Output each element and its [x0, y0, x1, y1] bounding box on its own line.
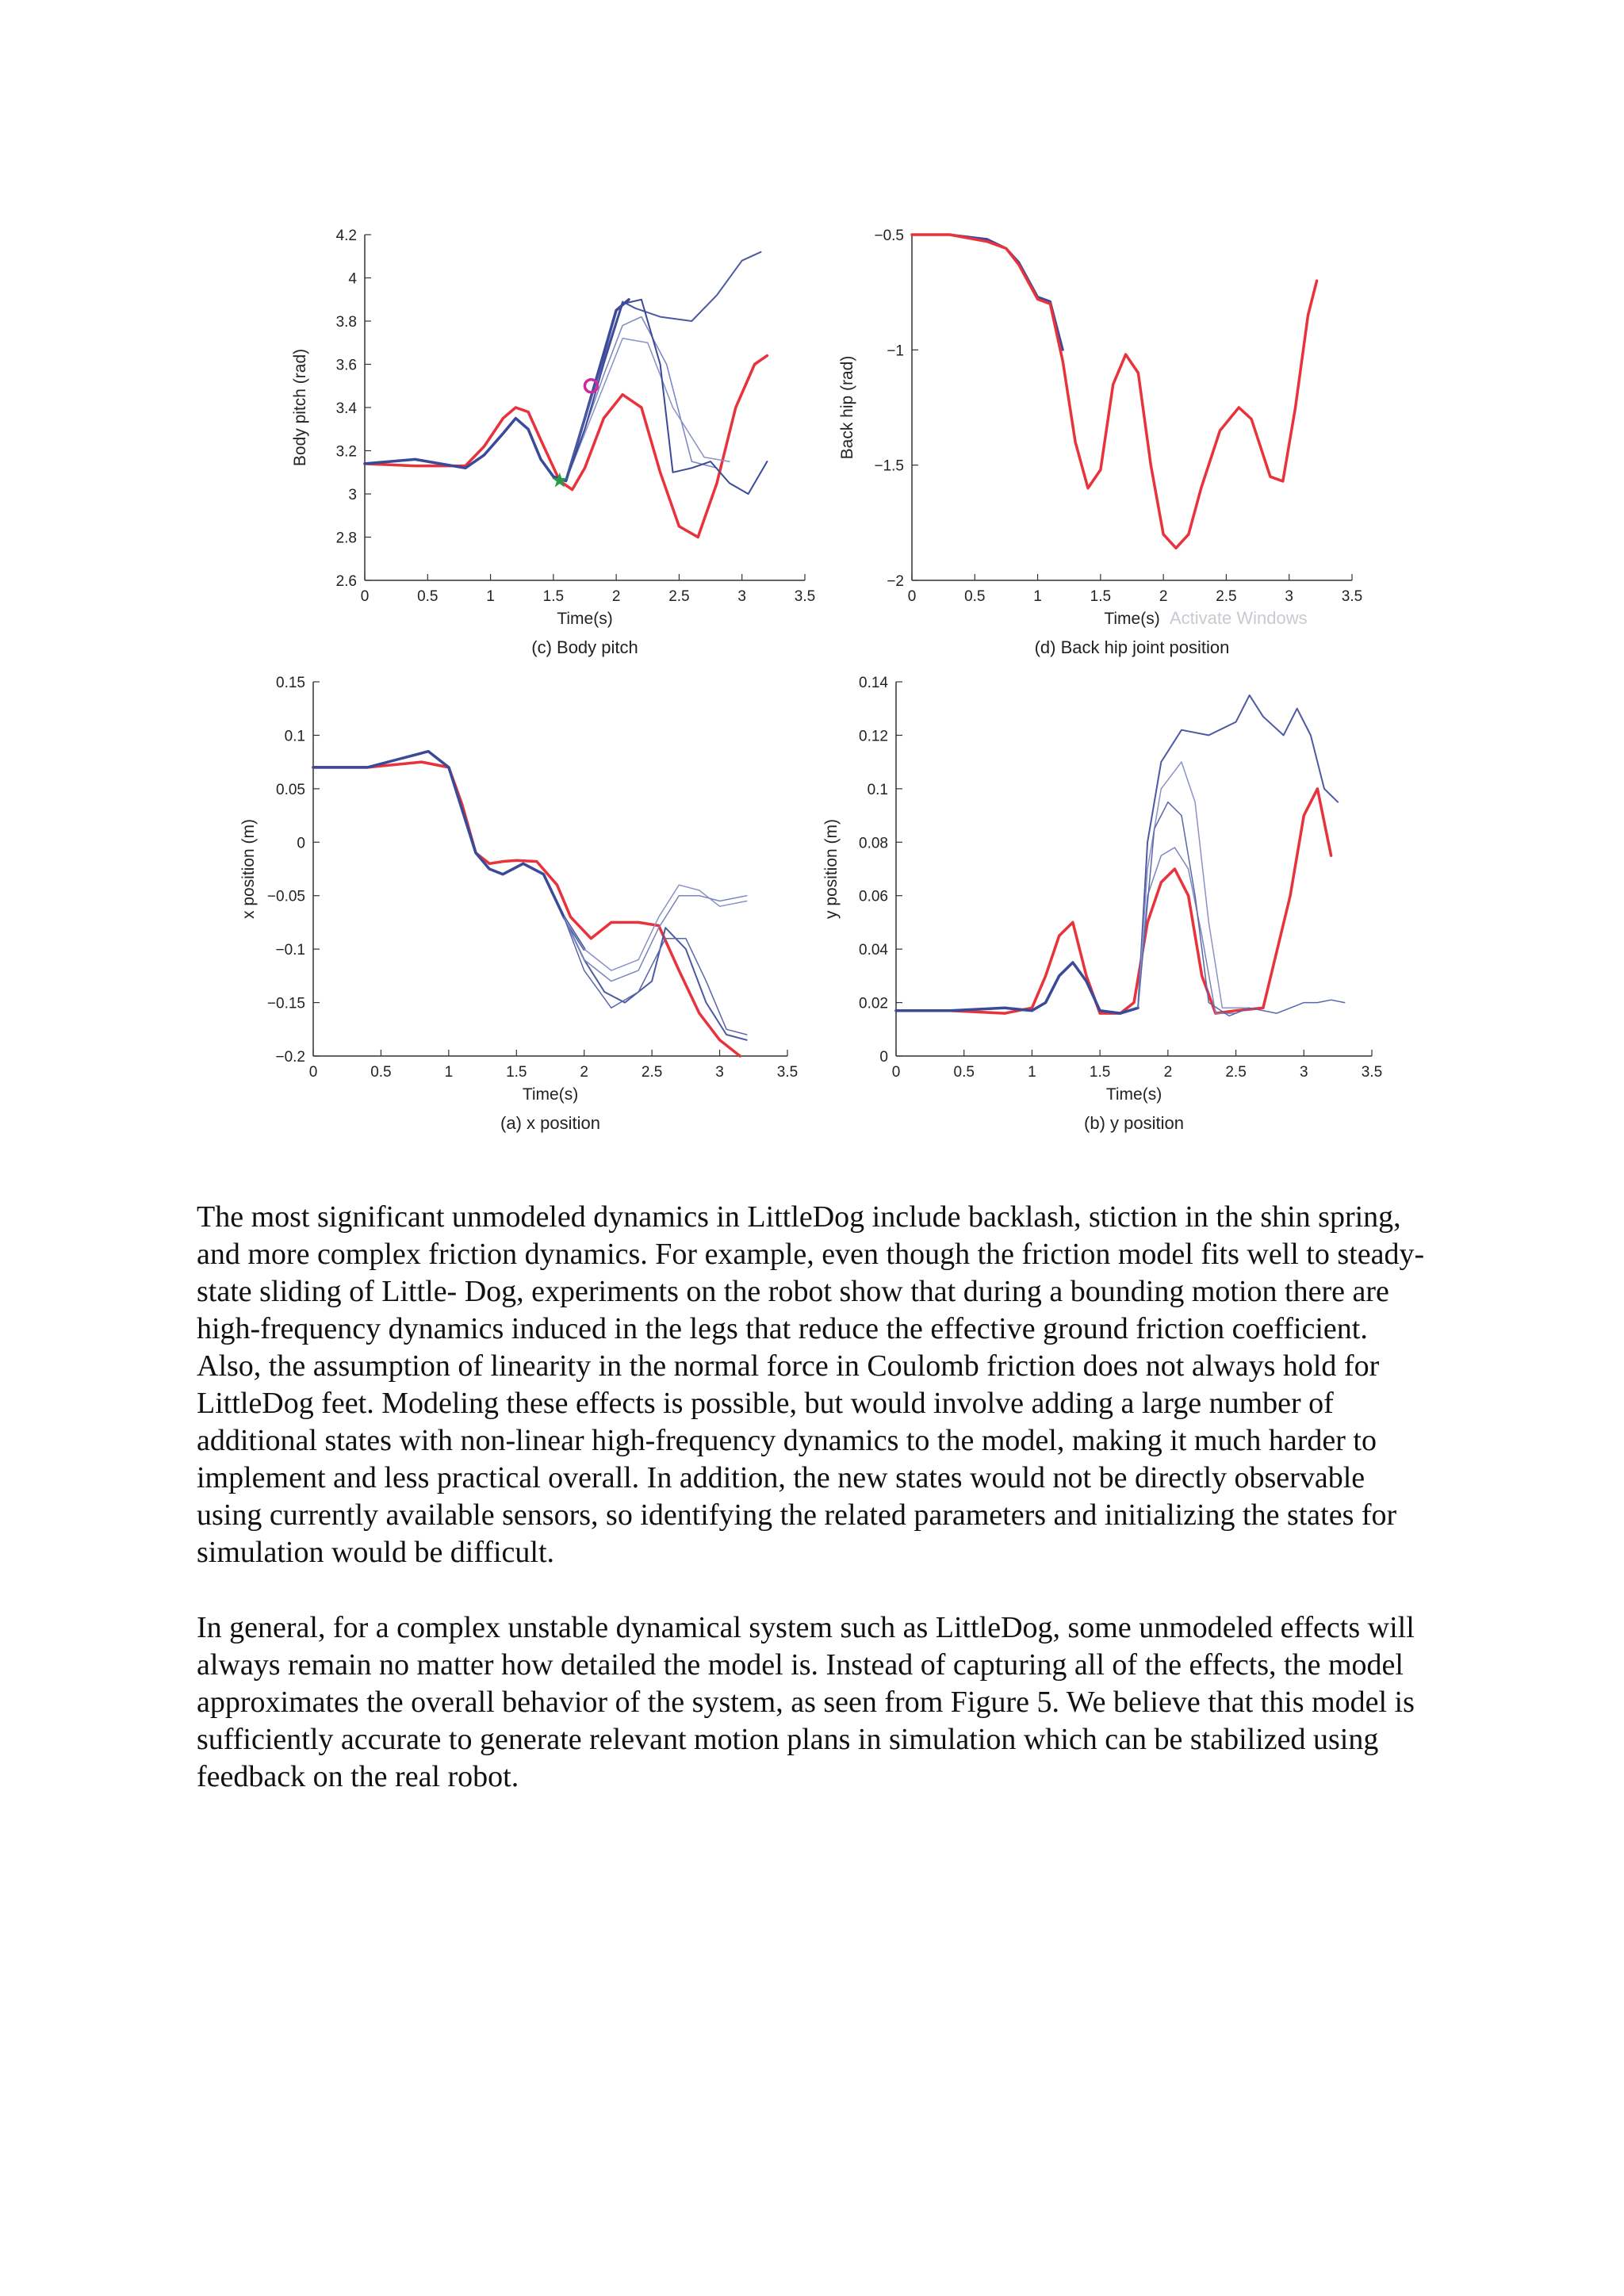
plot-area-c: [291, 228, 815, 657]
series-line: [313, 752, 584, 949]
chart-caption: (d) Back hip joint position: [1034, 637, 1230, 657]
series-line: [1138, 802, 1345, 1016]
y-tick-label: 0.04: [859, 942, 888, 959]
y-tick-label: 0.06: [859, 888, 888, 905]
y-tick-label: −0.5: [874, 228, 904, 244]
chart-d: [825, 219, 1376, 668]
x-tick-label: 0.5: [953, 1064, 975, 1081]
x-tick-label: 2.5: [1225, 1064, 1247, 1081]
series-line: [566, 252, 761, 481]
series-line: [912, 235, 1317, 548]
y-tick-label: 0.15: [276, 675, 305, 691]
x-tick-label: 0: [891, 1064, 901, 1081]
x-axis-label: Time(s): [1105, 1085, 1162, 1104]
x-tick-label: 3: [1285, 588, 1294, 605]
y-tick-label: −0.05: [266, 888, 305, 905]
plot-area-d: [838, 228, 1362, 657]
x-tick-label: 3.5: [1341, 588, 1363, 605]
y-tick-label: −1: [887, 342, 904, 360]
y-tick-label: 0.08: [859, 835, 888, 852]
x-tick-label: 2: [580, 1064, 589, 1081]
x-tick-label: 1: [1028, 1064, 1036, 1081]
series-line: [896, 962, 1138, 1013]
series-line: [313, 762, 740, 1056]
y-tick-label: 0: [297, 835, 305, 852]
chart-b: [809, 666, 1396, 1143]
y-tick-label: 3: [348, 487, 357, 503]
chart-caption: (a) x position: [500, 1113, 600, 1133]
x-tick-label: 2: [1163, 1064, 1173, 1081]
y-tick-label: 2.8: [335, 530, 357, 547]
series-line: [896, 789, 1331, 1013]
y-tick-label: −2: [887, 573, 904, 590]
marker-star: ★: [550, 468, 569, 492]
y-tick-label: 0: [879, 1049, 888, 1066]
y-tick-label: 3.2: [335, 443, 357, 461]
x-tick-label: 3: [737, 588, 747, 605]
y-tick-label: −0.15: [266, 995, 305, 1012]
x-tick-label: 1: [486, 588, 495, 605]
x-tick-label: 1.5: [1090, 588, 1112, 605]
y-tick-label: 0.02: [859, 995, 888, 1012]
y-tick-label: 0.05: [276, 781, 305, 798]
x-tick-label: 0.5: [417, 588, 439, 605]
x-tick-label: 1.5: [1089, 1064, 1111, 1081]
y-axis-label: Body pitch (rad): [291, 348, 309, 467]
x-tick-label: 2.5: [668, 588, 690, 605]
chart-a: [226, 666, 811, 1143]
body-text: [197, 1199, 1434, 1834]
x-tick-label: 3: [715, 1064, 724, 1081]
chart-caption: (c) Body pitch: [531, 637, 638, 657]
paragraph-unmodeled-dynamics: The most significant unmodeled dynamics in LittleDog include backlash, stiction in the shin spring, and more complex friction dynamics. For example, even though the friction model fits well to steady-state sliding of Little- Dog, experiments on the robot show that during a bounding motion there are high-frequency dynamics induced in the legs that reduce the effective ground friction coefficient. Also, the assumption of linearity in the normal force in Coulomb friction does not always hold for LittleDog feet. Modeling these effects is possible, but would involve adding a large number of additional states with non-linear high-frequency dynamics to the model, making it much harder to implement and less practical overall. In addition, the new states would not be directly observable using currently available sensors, so identifying the related parameters and initializing the states for simulation would be difficult.: [197, 1200, 1425, 1569]
x-tick-label: 2: [611, 588, 621, 605]
y-tick-label: 4: [348, 270, 357, 288]
y-axis-label: Back hip (rad): [838, 355, 856, 460]
x-tick-label: 3.5: [776, 1064, 799, 1081]
y-axis-label: y position (m): [822, 818, 841, 920]
x-axis-label: Time(s): [1104, 610, 1160, 628]
y-tick-label: −0.2: [275, 1049, 305, 1066]
x-tick-label: 0: [907, 588, 917, 605]
x-tick-label: 3.5: [794, 588, 816, 605]
x-tick-label: 2.5: [641, 1064, 663, 1081]
y-tick-label: 0.12: [859, 728, 888, 745]
paragraph-general: In general, for a complex unstable dynamical system such as LittleDog, some unmodeled effects will always remain no matter how detailed the model is. Instead of capturing all of the effects, the model approximates the overall behavior of the system, as seen from Figure 5. We believe that this model is sufficiently accurate to generate relevant motion plans in simulation which can be stabilized using feedback on the real robot.: [197, 1611, 1415, 1793]
x-tick-label: 3.5: [1361, 1064, 1383, 1081]
y-tick-label: 0.14: [859, 675, 888, 691]
y-tick-label: −0.1: [275, 942, 305, 959]
x-tick-label: 1.5: [542, 588, 565, 605]
chart-caption: (b) y position: [1084, 1113, 1184, 1133]
x-tick-label: 3: [1299, 1064, 1308, 1081]
y-tick-label: 4.2: [335, 228, 357, 244]
x-tick-label: 1: [444, 1064, 454, 1081]
y-tick-label: 2.6: [335, 573, 357, 590]
chart-c: [278, 219, 829, 668]
x-tick-label: 0.5: [964, 588, 986, 605]
x-tick-label: 1.5: [506, 1064, 527, 1081]
y-tick-label: 0.1: [867, 781, 888, 798]
x-tick-label: 2.5: [1216, 588, 1237, 605]
y-tick-label: 3.8: [335, 314, 357, 331]
y-tick-label: 0.1: [284, 728, 305, 745]
x-tick-label: 0: [360, 588, 370, 605]
x-tick-label: 1: [1033, 588, 1042, 605]
series-line: [912, 235, 1063, 350]
x-tick-label: 0: [308, 1064, 318, 1081]
plot-area-b: [822, 675, 1382, 1133]
watermark-text: Activate Windows: [1170, 608, 1308, 628]
series-line: [1138, 848, 1236, 1013]
x-tick-label: 0.5: [370, 1064, 392, 1081]
plot-area-a: [239, 675, 798, 1133]
x-axis-label: Time(s): [557, 610, 613, 628]
y-tick-label: −1.5: [874, 457, 904, 475]
x-axis-label: Time(s): [522, 1085, 579, 1104]
y-tick-label: 3.4: [335, 400, 357, 417]
series-line: [365, 356, 767, 538]
x-tick-label: 2: [1159, 588, 1168, 605]
y-axis-label: x position (m): [239, 818, 258, 920]
y-tick-label: 3.6: [335, 357, 357, 374]
